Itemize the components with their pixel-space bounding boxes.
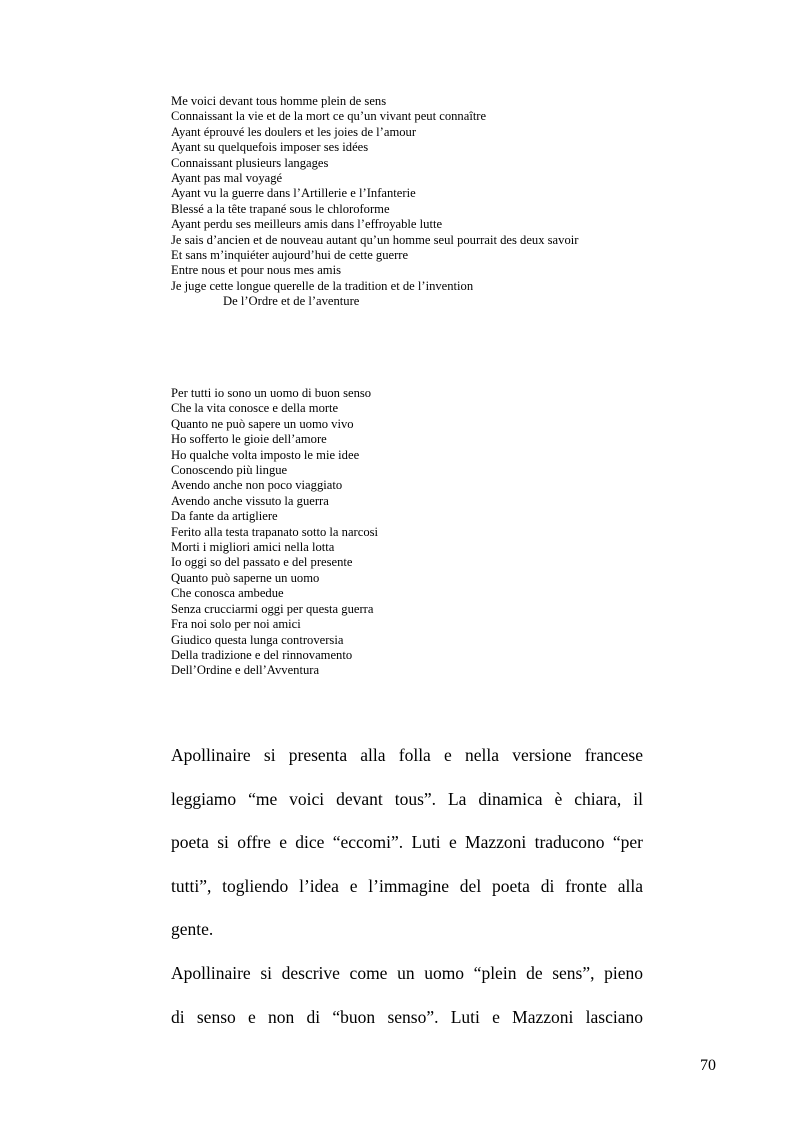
poem-line: Da fante da artigliere (171, 509, 278, 524)
poem-line: Avendo anche non poco viaggiato (171, 478, 343, 493)
poem-line: Ayant pas mal voyagé (171, 171, 283, 186)
poem-line: Je sais d’ancien et de nouveau autant qu’un homme seul pourrait des deux savoir (171, 232, 579, 247)
body-line: Apollinaire si descrive come un uomo “plein de sens”, pieno (171, 962, 643, 983)
poem-line: Ho qualche volta imposto le mie idee (171, 447, 360, 462)
poem-line: Ayant su quelquefois imposer ses idées (171, 140, 369, 155)
poem-line: Morti i migliori amici nella lotta (171, 540, 335, 555)
poem-line: Conoscendo più lingue (171, 463, 288, 478)
poem-line: Ayant perdu ses meilleurs amis dans l’effroyable lutte (171, 217, 443, 232)
poem-line: Ayant éprouvé les doulers et les joies de l’amour (171, 124, 417, 139)
poem-line: Avendo anche vissuto la guerra (171, 493, 329, 508)
poem-line: Dell’Ordine e dell’Avventura (171, 663, 320, 678)
poem-line: Me voici devant tous homme plein de sens (171, 94, 387, 108)
body-text (171, 734, 643, 1039)
poem-line: Connaissant plusieurs langages (171, 155, 329, 170)
poem-line: De l’Ordre et de l’aventure (223, 294, 360, 309)
french-poem (171, 94, 578, 310)
poem-line: Ho sofferto le gioie dell’amore (171, 432, 327, 447)
poem-line: Je juge cette longue querelle de la tradition et de l’invention (171, 278, 474, 293)
poem-line: Fra noi solo per noi amici (171, 617, 301, 632)
poem-line: Ferito alla testa trapanato sotto la narcosi (171, 524, 379, 539)
poem-line: Connaissant la vie et de la mort ce qu’un vivant peut connaître (171, 109, 487, 124)
poem-line: Quanto può saperne un uomo (171, 570, 320, 585)
poem-line: Che la vita conosce e della morte (171, 401, 339, 416)
page-number: 70 (700, 1057, 716, 1074)
body-line: poeta si offre e dice “eccomi”. Luti e Mazzoni traducono “per (171, 832, 643, 853)
poem-line: Giudico questa lunga controversia (171, 632, 344, 647)
poem-line: Ayant vu la guerre dans l’Artillerie e l’Infanterie (171, 186, 416, 201)
body-line: tutti”, togliendo l’idea e l’immagine del poeta di fronte alla (171, 875, 643, 896)
body-line: di senso e non di “buon senso”. Luti e Mazzoni lasciano (171, 1006, 643, 1027)
poem-line: Et sans m’inquiéter aujourd’hui de cette guerre (171, 248, 409, 263)
poem-line: Della tradizione e del rinnovamento (171, 647, 353, 662)
poem-line: Per tutti io sono un uomo di buon senso (171, 386, 372, 400)
poem-line: Senza crucciarmi oggi per questa guerra (171, 601, 374, 616)
italian-poem (171, 386, 378, 679)
body-line: leggiamo “me voici devant tous”. La dinamica è chiara, il (171, 788, 643, 809)
poem-line: Io oggi so del passato e del presente (171, 555, 353, 570)
poem-line: Quanto ne può sapere un uomo vivo (171, 416, 354, 431)
poem-line: Entre nous et pour nous mes amis (171, 263, 341, 278)
poem-line: Blessé a la tête trapané sous le chloroforme (171, 201, 390, 216)
body-line: gente. (171, 919, 214, 940)
poem-line: Che conosca ambedue (171, 586, 284, 601)
body-line: Apollinaire si presenta alla folla e nella versione francese (171, 745, 643, 765)
